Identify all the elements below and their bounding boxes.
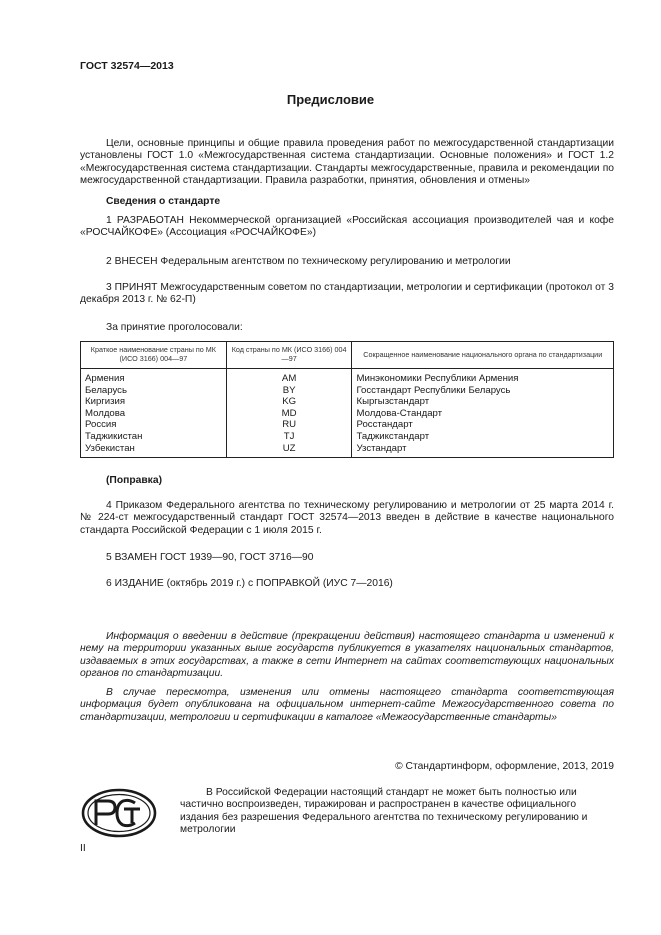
voted-label: За принятие проголосовали: bbox=[106, 322, 243, 333]
table-row bbox=[81, 431, 614, 443]
body-cell: Минэкономики Республики Армения bbox=[352, 369, 614, 385]
col-code-header: Код страны по МК (ИСО 3166) 004—97 bbox=[226, 342, 352, 369]
page-title: Предисловие bbox=[286, 92, 375, 107]
body-cell: Узстандарт bbox=[352, 443, 614, 458]
info-paragraph-1: Информация о введении в действие (прекращении действия) настоящего стандарта и изменений к нему на территории указанных выше государств публикуется в указателях национальных стандартов, издаваемых в этих государствах, а также в сети Интернет на сайтах соответствующих национальных органов по стандартизации. bbox=[80, 631, 614, 680]
item-developed: 1 РАЗРАБОТАН Некоммерческой организацией «Российская ассоциация производителей чая и кофе «РОСЧАЙКОФЕ» (Ассоциация «РОСЧАЙКОФЕ») bbox=[80, 215, 614, 239]
intro-paragraph: Цели, основные принципы и общие правила проведения работ по межгосударственной стандартизации установлены ГОСТ 1.0 «Межгосударственная система стандартизации. Основные положения» и ГОСТ 1.2 «Межгосударственная система стандартизации. Стандарты межгосударственные, правила и рекомендации по межгосударственной стандартизации. Правила разработки, принятия, обновления и отмены» bbox=[80, 138, 614, 187]
section-title: Сведения о стандарте bbox=[106, 196, 221, 207]
voting-table bbox=[80, 341, 614, 458]
col-country-header: Краткое наименование страны по МК (ИСО 3166) 004—97 bbox=[81, 342, 227, 369]
code-cell: RU bbox=[226, 419, 352, 431]
table-row bbox=[81, 419, 614, 431]
code-cell: KG bbox=[226, 396, 352, 408]
country-cell: Узбекистан bbox=[81, 443, 227, 458]
item-replaces: 5 ВЗАМЕН ГОСТ 1939—90, ГОСТ 3716—90 bbox=[106, 552, 314, 563]
body-cell: Таджикстандарт bbox=[352, 431, 614, 443]
code-cell: BY bbox=[226, 385, 352, 397]
country-cell: Таджикистан bbox=[81, 431, 227, 443]
page-number: II bbox=[80, 843, 86, 854]
country-cell: Армения bbox=[81, 369, 227, 385]
body-cell: Госстандарт Республики Беларусь bbox=[352, 385, 614, 397]
body-cell: Кыргызстандарт bbox=[352, 396, 614, 408]
reproduction-notice: В Российской Федерации настоящий стандарт не может быть полностью или частично воспроизведен, тиражирован и распространен в качестве официального издания без разрешения Федерального агентства по техническому регулированию и метрологии bbox=[180, 787, 588, 836]
code-cell: AM bbox=[226, 369, 352, 385]
code-cell: TJ bbox=[226, 431, 352, 443]
country-cell: Киргизия bbox=[81, 396, 227, 408]
document-code: ГОСТ 32574—2013 bbox=[80, 60, 174, 72]
code-cell: MD bbox=[226, 408, 352, 420]
table-header-row bbox=[81, 342, 614, 369]
country-cell: Беларусь bbox=[81, 385, 227, 397]
item-edition: 6 ИЗДАНИЕ (октябрь 2019 г.) с ПОПРАВКОЙ (ИУС 7—2016) bbox=[106, 578, 393, 589]
item-introduced: 2 ВНЕСЕН Федеральным агентством по техническому регулированию и метрологии bbox=[106, 256, 511, 267]
table-row bbox=[81, 369, 614, 385]
table-row bbox=[81, 408, 614, 420]
body-cell: Молдова-Стандарт bbox=[352, 408, 614, 420]
country-cell: Молдова bbox=[81, 408, 227, 420]
country-cell: Россия bbox=[81, 419, 227, 431]
copyright-line: © Стандартинформ, оформление, 2013, 2019 bbox=[395, 761, 614, 772]
item-adopted: 3 ПРИНЯТ Межгосударственным советом по стандартизации, метрологии и сертификации (протокол от 3 декабря 2013 г. № 62-П) bbox=[80, 282, 614, 306]
col-body-header: Сокращенное наименование национального органа по стандартизации bbox=[352, 342, 614, 369]
body-cell: Росстандарт bbox=[352, 419, 614, 431]
table-row bbox=[81, 396, 614, 408]
table-row bbox=[81, 443, 614, 458]
table-row bbox=[81, 385, 614, 397]
code-cell: UZ bbox=[226, 443, 352, 458]
correction-note: (Поправка) bbox=[106, 475, 162, 486]
info-paragraph-2: В случае пересмотра, изменения или отмены настоящего стандарта соответствующая информация будет опубликована на официальном интернет-сайте Межгосударственного совета по стандартизации, метрологии и сертификации в каталоге «Межгосударственные стандарты» bbox=[80, 687, 614, 723]
item-order: 4 Приказом Федерального агентства по техническому регулированию и метрологии от 25 марта 2014 г. № 224-ст межгосударственный стандарт ГОСТ 32574—2013 введен в действие в качестве национального стандарта Российской Федерации с 1 июля 2015 г. bbox=[80, 500, 614, 536]
rst-certification-logo-icon bbox=[80, 787, 158, 844]
